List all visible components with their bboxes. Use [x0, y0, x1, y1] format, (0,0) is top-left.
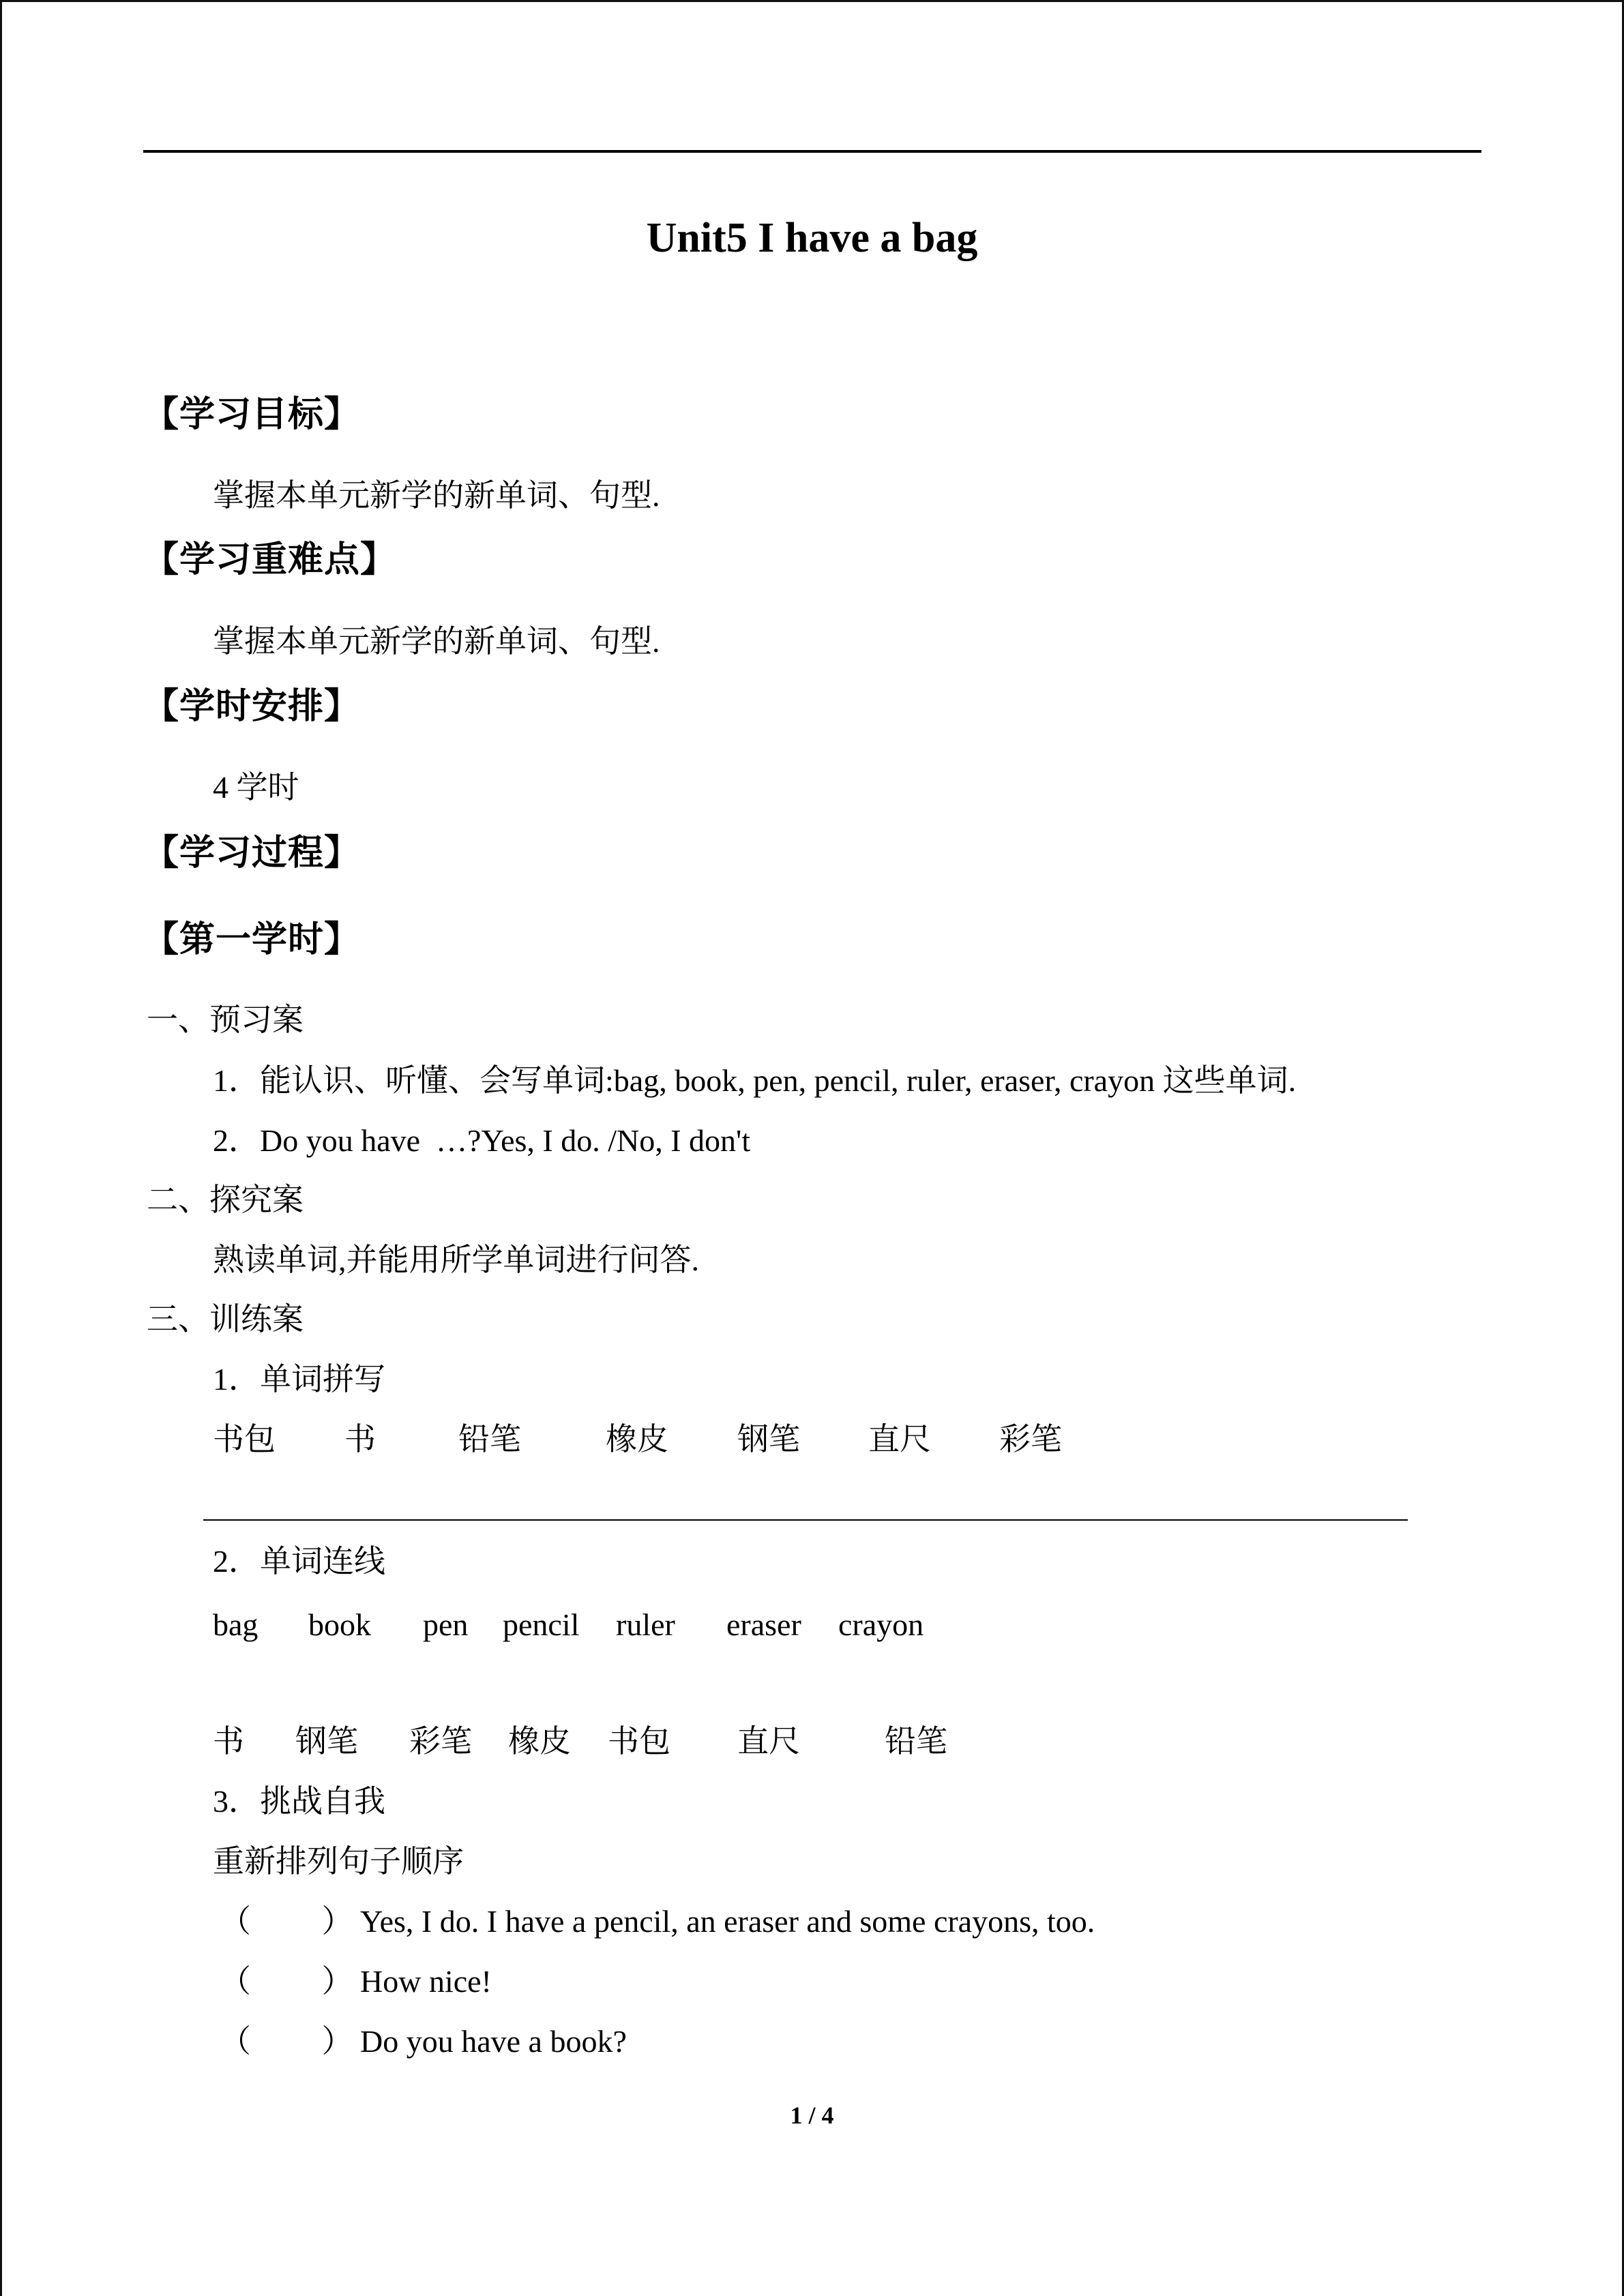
order-sentence: Do you have a book? [360, 2024, 627, 2059]
matching-chinese-word: 书 [213, 1724, 244, 1759]
spelling-word: 直尺 [868, 1422, 931, 1457]
explore-text: 熟读单词,并能用所学单词进行问答. [213, 1242, 699, 1277]
order-sentence: How nice! [360, 1964, 492, 1999]
matching-english-word: pencil [503, 1607, 580, 1642]
heading-process: 【学习过程】 [143, 833, 361, 874]
page-border-left [0, 0, 2, 2296]
spelling-label: 1．单词拼写 [213, 1362, 385, 1397]
page-border-top [0, 0, 1624, 2]
order-blank[interactable]: （ ） [220, 1904, 353, 1939]
page-number: 1 / 4 [790, 2102, 834, 2129]
matching-english-word: crayon [838, 1607, 924, 1642]
preview-label: 一、预习案 [147, 1002, 304, 1037]
schedule-text: 4 学时 [213, 770, 299, 805]
document-title: Unit5 I have a bag [646, 215, 978, 261]
matching-english-word: book [308, 1607, 371, 1642]
order-blank[interactable]: （ ） [220, 2024, 353, 2059]
heading-key-points: 【学习重难点】 [143, 539, 397, 580]
matching-english-word: ruler [616, 1607, 675, 1642]
spelling-word: 彩笔 [999, 1422, 1062, 1457]
spelling-word: 书包 [213, 1422, 276, 1457]
spelling-word: 橡皮 [606, 1422, 668, 1457]
matching-chinese-word: 书包 [608, 1724, 670, 1759]
order-sentence: Yes, I do. I have a pencil, an eraser and some crayons, too. [360, 1904, 1095, 1939]
matching-chinese-word: 直尺 [737, 1724, 800, 1759]
matching-chinese-word: 钢笔 [295, 1724, 358, 1759]
objectives-text: 掌握本单元新学的新单词、句型. [213, 478, 660, 513]
preview-item-2: 2．Do you have …?Yes, I do. /No, I don't [213, 1123, 751, 1158]
order-blank[interactable]: （ ） [220, 1964, 353, 1999]
heading-schedule: 【学时安排】 [143, 686, 361, 727]
key-points-text: 掌握本单元新学的新单词、句型. [213, 624, 660, 659]
explore-label: 二、探究案 [147, 1182, 304, 1217]
matching-english-word: bag [213, 1607, 259, 1642]
matching-label: 2．单词连线 [213, 1544, 385, 1579]
answer-line [203, 1519, 1408, 1521]
spelling-word: 铅笔 [458, 1422, 521, 1457]
header-rule [143, 150, 1481, 153]
matching-chinese-word: 彩笔 [409, 1724, 472, 1759]
heading-lesson1: 【第一学时】 [143, 919, 361, 960]
matching-english-word: pen [423, 1607, 469, 1642]
spelling-word: 书 [344, 1422, 376, 1457]
spelling-word: 钢笔 [737, 1422, 800, 1457]
preview-item-1: 1．能认识、听懂、会写单词:bag, book, pen, pencil, ruler, eraser, crayon 这些单词. [213, 1063, 1297, 1098]
matching-english-word: eraser [726, 1607, 801, 1642]
heading-objectives: 【学习目标】 [143, 394, 361, 435]
challenge-instruction: 重新排列句子顺序 [213, 1844, 464, 1879]
challenge-label: 3．挑战自我 [213, 1784, 385, 1819]
training-label: 三、训练案 [147, 1302, 304, 1337]
matching-chinese-word: 铅笔 [885, 1724, 947, 1759]
matching-chinese-word: 橡皮 [508, 1724, 571, 1759]
